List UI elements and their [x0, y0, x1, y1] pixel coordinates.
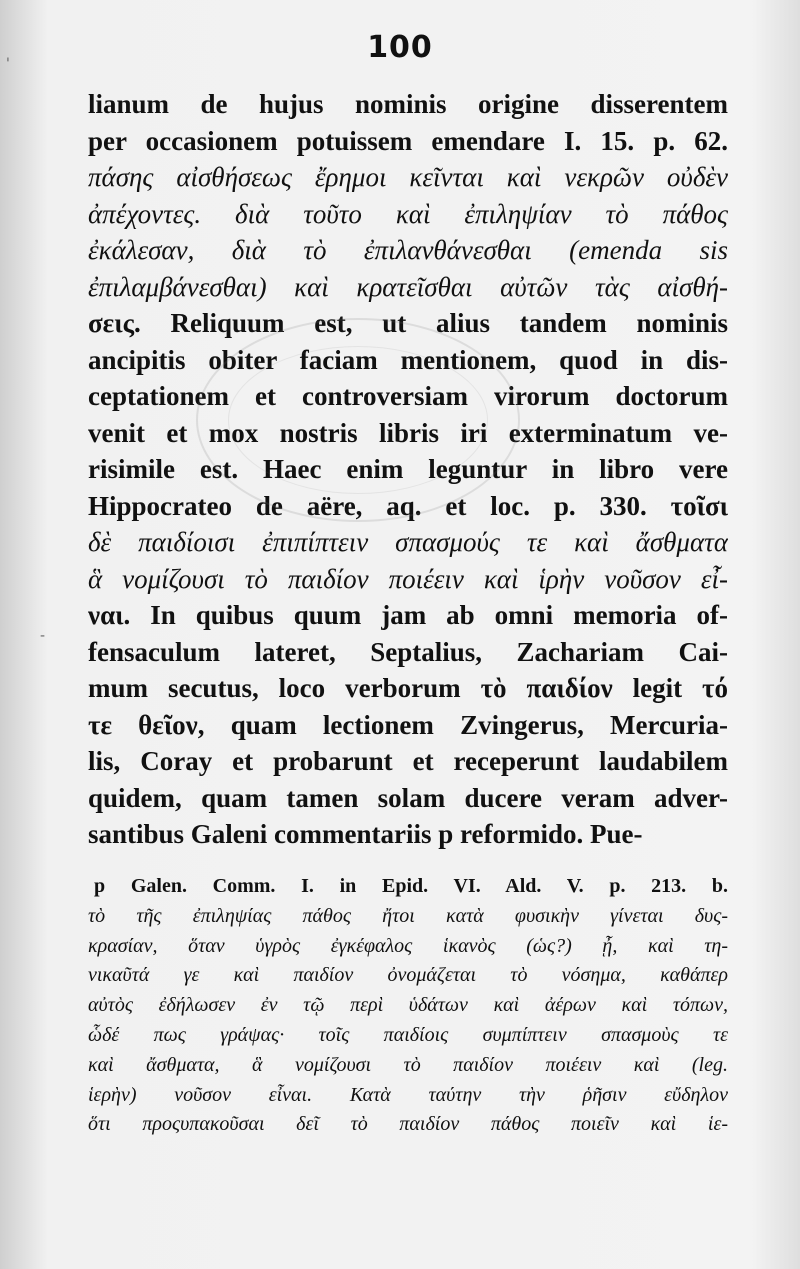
text-line: τε θεῖον, quam lectionem Zvingerus, Mercuria-	[88, 709, 728, 740]
text-line: ναι. In quibus quum jam ab omni memoria of-	[88, 600, 728, 630]
footnote-line: καὶ ἄσθματα, ἃ νομίζουσι τὸ παιδίον ποιέειν καὶ (leg.	[88, 1053, 728, 1076]
text-line: risimile est. Haec enim leguntur in libro vere	[88, 454, 728, 484]
main-text-block	[88, 86, 728, 853]
text-line: lis, Coray et probarunt et receperunt laudabilem	[88, 746, 728, 776]
footnote-line: τὸ τῆς ἐπιληψίας πάθος ἤτοι κατὰ φυσικὴν γίνεται δυς-	[88, 904, 728, 927]
footnote-block	[88, 872, 728, 1140]
text-line: fensaculum lateret, Septalius, Zachariam Cai-	[88, 636, 728, 667]
text-line: σεις. Reliquum est, ut alius tandem nominis	[88, 308, 728, 338]
footnote-reference: p Galen. Comm. I. in Epid. VI. Ald. V. p. 213. b.	[94, 875, 728, 897]
footnote-line: κρασίαν, ὅταν ὑγρὸς ἐγκέφαλος ἱκανὸς (ὡς?) ᾖ, καὶ τη-	[88, 934, 728, 957]
text-line: mum secutus, loco verborum τὸ παιδίον legit τό	[88, 673, 728, 703]
page-number: 100	[367, 30, 433, 65]
text-line: ἐπιλαμβάνεσθαι) καὶ κρατεῖσθαι αὐτῶν τὰς αἰσθή-	[88, 271, 728, 302]
footnote-line: αὐτὸς ἐδήλωσεν ἐν τῷ περὶ ὑδάτων καὶ ἀέρων καὶ τόπων,	[88, 994, 728, 1017]
margin-mark: -	[40, 628, 46, 644]
text-line: lianum de hujus nominis origine disserentem	[88, 89, 728, 119]
text-line: ἀπέχοντες. διὰ τοῦτο καὶ ἐπιληψίαν τὸ πάθος	[88, 198, 728, 229]
text-line: πάσης αἰσθήσεως ἔρημοι κεῖνται καὶ νεκρῶν οὐδὲν	[88, 162, 728, 192]
text-line: quidem, quam tamen solam ducere veram adver-	[88, 782, 728, 813]
footnote-line: ἱερὴν) νοῦσον εἶναι. Κατὰ ταύτην τὴν ῥῆσιν εὔδηλον	[88, 1083, 728, 1106]
text-line: per occasionem potuissem emendare I. 15. p. 62.	[88, 125, 728, 156]
text-line: venit et mox nostris libris iri exterminatum ve-	[88, 417, 728, 448]
text-line: Hippocrateo de aëre, aq. et loc. p. 330. τοῖσι	[88, 490, 728, 521]
footnote-line: νικαῦτά γε καὶ παιδίον ὀνομάζεται τὸ νόσημα, καθάπερ	[88, 964, 728, 987]
text-line: ἐκάλεσαν, διὰ τὸ ἐπιλανθάνεσθαι (emenda sis	[88, 235, 728, 265]
text-line: ἃ νομίζουσι τὸ παιδίον ποιέειν καὶ ἱρὴν νοῦσον εἶ-	[88, 563, 728, 594]
text-line: δὲ παιδίοισι ἐπιπίπτειν σπασμούς τε καὶ ἄσθματα	[88, 527, 728, 557]
footnote-line: ὧδέ πως γράψας· τοῖς παιδίοις συμπίπτειν σπασμοὺς τε	[88, 1023, 728, 1046]
footnote-line: ὅτι προςυπακοῦσαι δεῖ τὸ παιδίον πάθος ποιεῖν καὶ ἱε-	[88, 1113, 728, 1136]
text-line: ceptationem et controversiam virorum doctorum	[88, 381, 728, 411]
text-line: ancipitis obiter faciam mentionem, quod in dis-	[88, 344, 728, 375]
text-line: santibus Galeni commentariis p reformido. Pue-	[88, 819, 643, 849]
margin-mark: '	[6, 56, 10, 72]
